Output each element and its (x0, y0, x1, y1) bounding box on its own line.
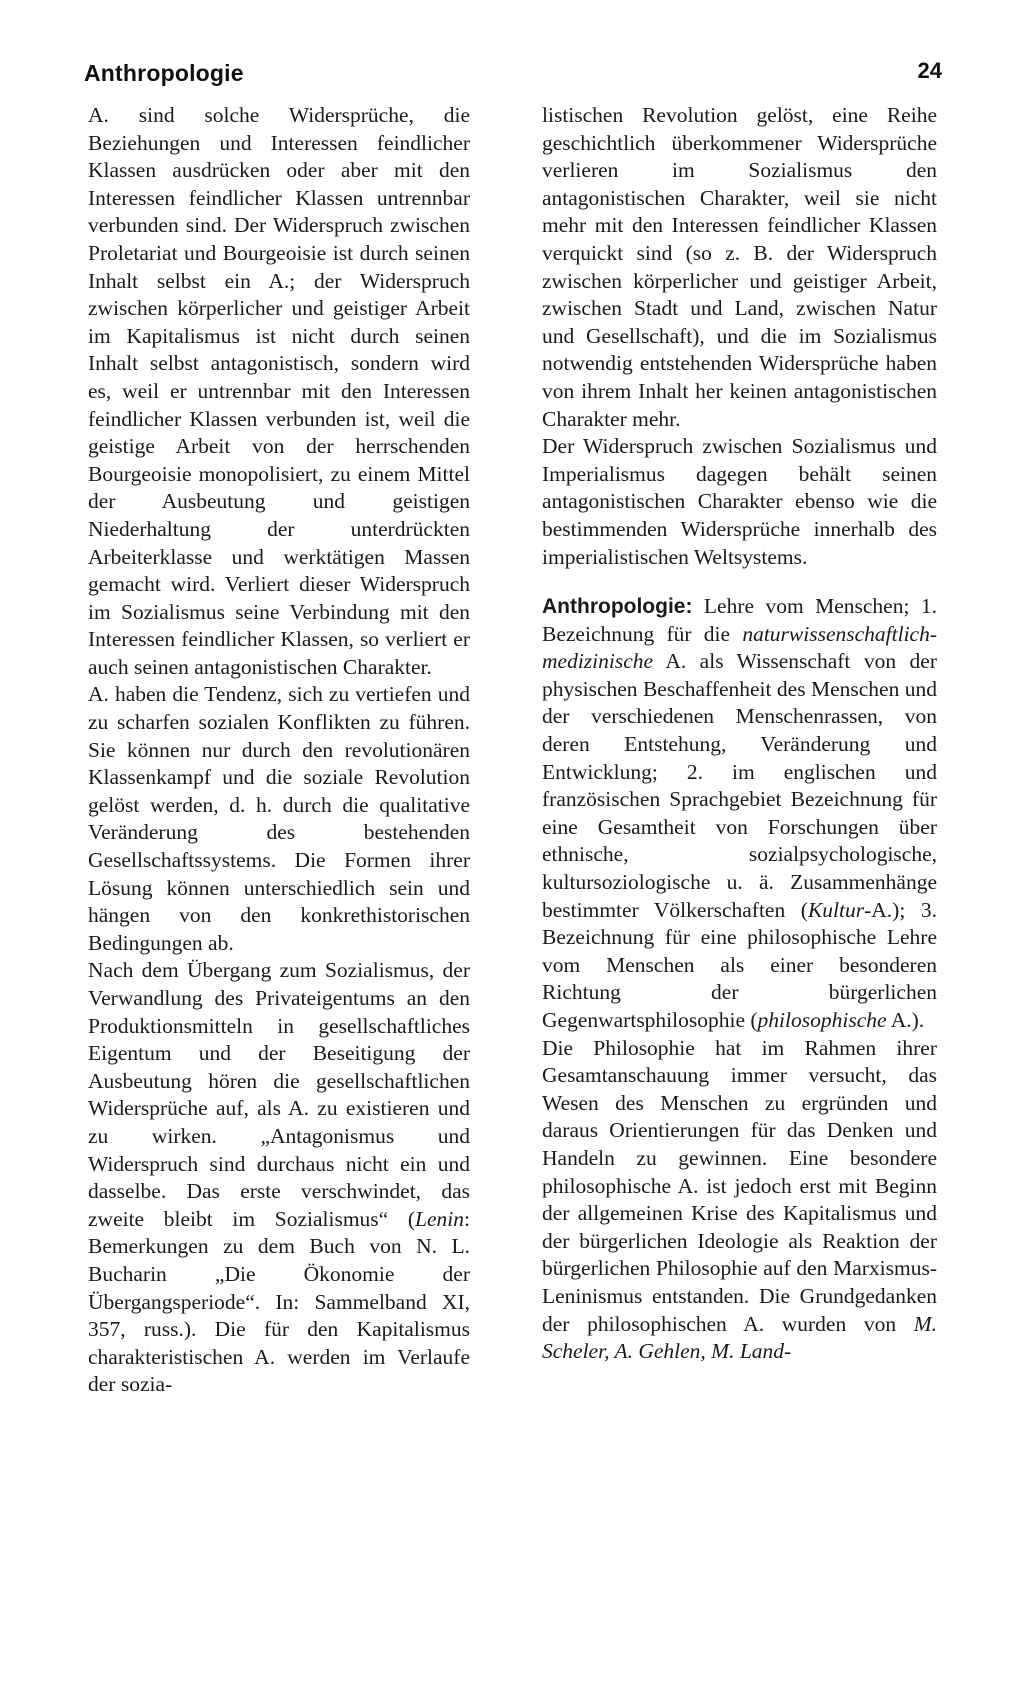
text-run: A. als Wissenschaft von der physischen Beschaffenheit des Menschen und der verschiedenen Menschenrassen, von deren Entstehung, Veränderung und Entwicklung; 2. im englischen und französischen Sprachgebiet Bezeichnung für eine Gesamtheit von Forschungen über ethnische, sozialpsychologische, kultursoziologische u. ä. Zusammenhänge bestimmter Völkerschaften ( (542, 649, 937, 922)
paragraph: A. haben die Tendenz, sich zu vertiefen und zu scharfen sozialen Konflikten zu führen. Sie können nur durch den revolutionären Klassenkampf und die soziale Revolution gelöst werden, d. h. durch die qualitative Veränderung des bestehenden Gesellschaftssystems. Die Formen ihrer Lösung können unterschiedlich sein und hängen von den konkrethistorischen Bedingungen ab. (88, 682, 470, 955)
text-run: Nach dem Übergang zum Sozialismus, der Verwandlung des Privateigentums an den Produktionsmitteln in gesellschaftliches Eigentum und der Beseitigung der Ausbeutung hören die gesellschaftlichen Widersprüche auf, als A. zu existieren und zu wirken. „Antagonismus und Widerspruch sind durchaus nicht ein und dasselbe. Das erste verschwindet, das zweite bleibt im Sozialismus“ ( (88, 958, 470, 1231)
text-run: : Bemerkungen zu dem Buch von N. L. Bucharin „Die Ökonomie der Übergangsperiode“. In: Sammelband XI, 357, russ.). Die für den Kapitalismus charakteristischen A. werden im Verlaufe der sozia- (88, 1206, 470, 1397)
paragraph (542, 1035, 937, 1366)
italic-term: naturwissenschaftlich-medizinische (542, 621, 937, 674)
text-run: A.). (886, 1008, 925, 1032)
italic-term: philosophische (757, 1008, 887, 1032)
paragraph: A. sind solche Widersprüche, die Beziehungen und Interessen feindlicher Klassen ausdrücken oder aber mit den Interessen feindlicher Klassen untrennbar verbunden sind. Der Widerspruch zwischen Proletariat und Bourgeoisie ist durch seinen Inhalt selbst ein A.; der Widerspruch zwischen körperlicher und geistiger Arbeit im Kapitalismus ist nicht durch seinen Inhalt selbst antagonistisch, sondern wird es, weil er untrennbar mit den Interessen feindlicher Klassen verbunden ist, weil die geistige Arbeit von der herrschenden Bourgeoisie monopolisiert, zu einem Mittel der Ausbeutung und geistigen Niederhaltung der unterdrückten Arbeiterklasse und werktätigen Massen gemacht wird. Verliert dieser Widerspruch im Sozialismus seine Verbindung mit den Interessen feindlicher Klassen, so verliert er auch seinen antagonistischen Charakter. (88, 103, 470, 679)
dictionary-entry (542, 593, 937, 1035)
italic-term: Kultur (807, 897, 865, 922)
cited-author: Lenin (415, 1206, 465, 1231)
text-run: Die Philosophie hat im Rahmen ihrer Gesamtanschauung immer versucht, das Wesen des Menschen zu ergründen und daraus Orientierungen für das Denken und Handeln zu gewinnen. Eine besondere philosophische A. ist jedoch erst mit Beginn der allgemeinen Krise des Kapitalismus und der bürgerlichen Ideologie als Reaktion der bürgerlichen Philosophie auf den Marxismus-Leninismus entstanden. Die Grundgedanken der philosophischen A. wurden von (542, 1035, 937, 1336)
paragraph (88, 957, 470, 1399)
page-number: 24 (917, 58, 942, 83)
left-column (88, 102, 470, 1399)
right-column (542, 102, 937, 1366)
cited-authors: M. Scheler, A. Gehlen, M. Land- (542, 1311, 937, 1364)
text-run: Lehre vom Menschen; 1. Bezeichnung für die (542, 594, 937, 646)
text-run: -A.); 3. Bezeichnung für eine philosophische Lehre vom Menschen als einer besonderen Richtung der bürgerlichen Gegenwartsphilosophie ( (542, 897, 937, 1032)
running-head-title: Anthropologie (84, 60, 244, 86)
entry-headword: Anthropologie: (542, 595, 693, 619)
paragraph: listischen Revolution gelöst, eine Reihe geschichtlich überkommener Widersprüche verlieren im Sozialismus den antagonistischen Charakter, weil sie nicht mehr mit den Interessen feindlicher Klassen verquickt sind (so z. B. der Widerspruch zwischen körperlicher und geistiger Arbeit, zwischen Stadt und Land, zwischen Natur und Gesellschaft), und die im Sozialismus notwendig entstehenden Widersprüche haben von ihrem Inhalt her keinen antagonistischen Charakter mehr. (542, 103, 937, 431)
paragraph: Der Widerspruch zwischen Sozialismus und Imperialismus dagegen behält seinen antagonistischen Charakter ebenso wie die bestimmenden Widersprüche innerhalb des imperialistischen Weltsystems. (542, 434, 937, 569)
